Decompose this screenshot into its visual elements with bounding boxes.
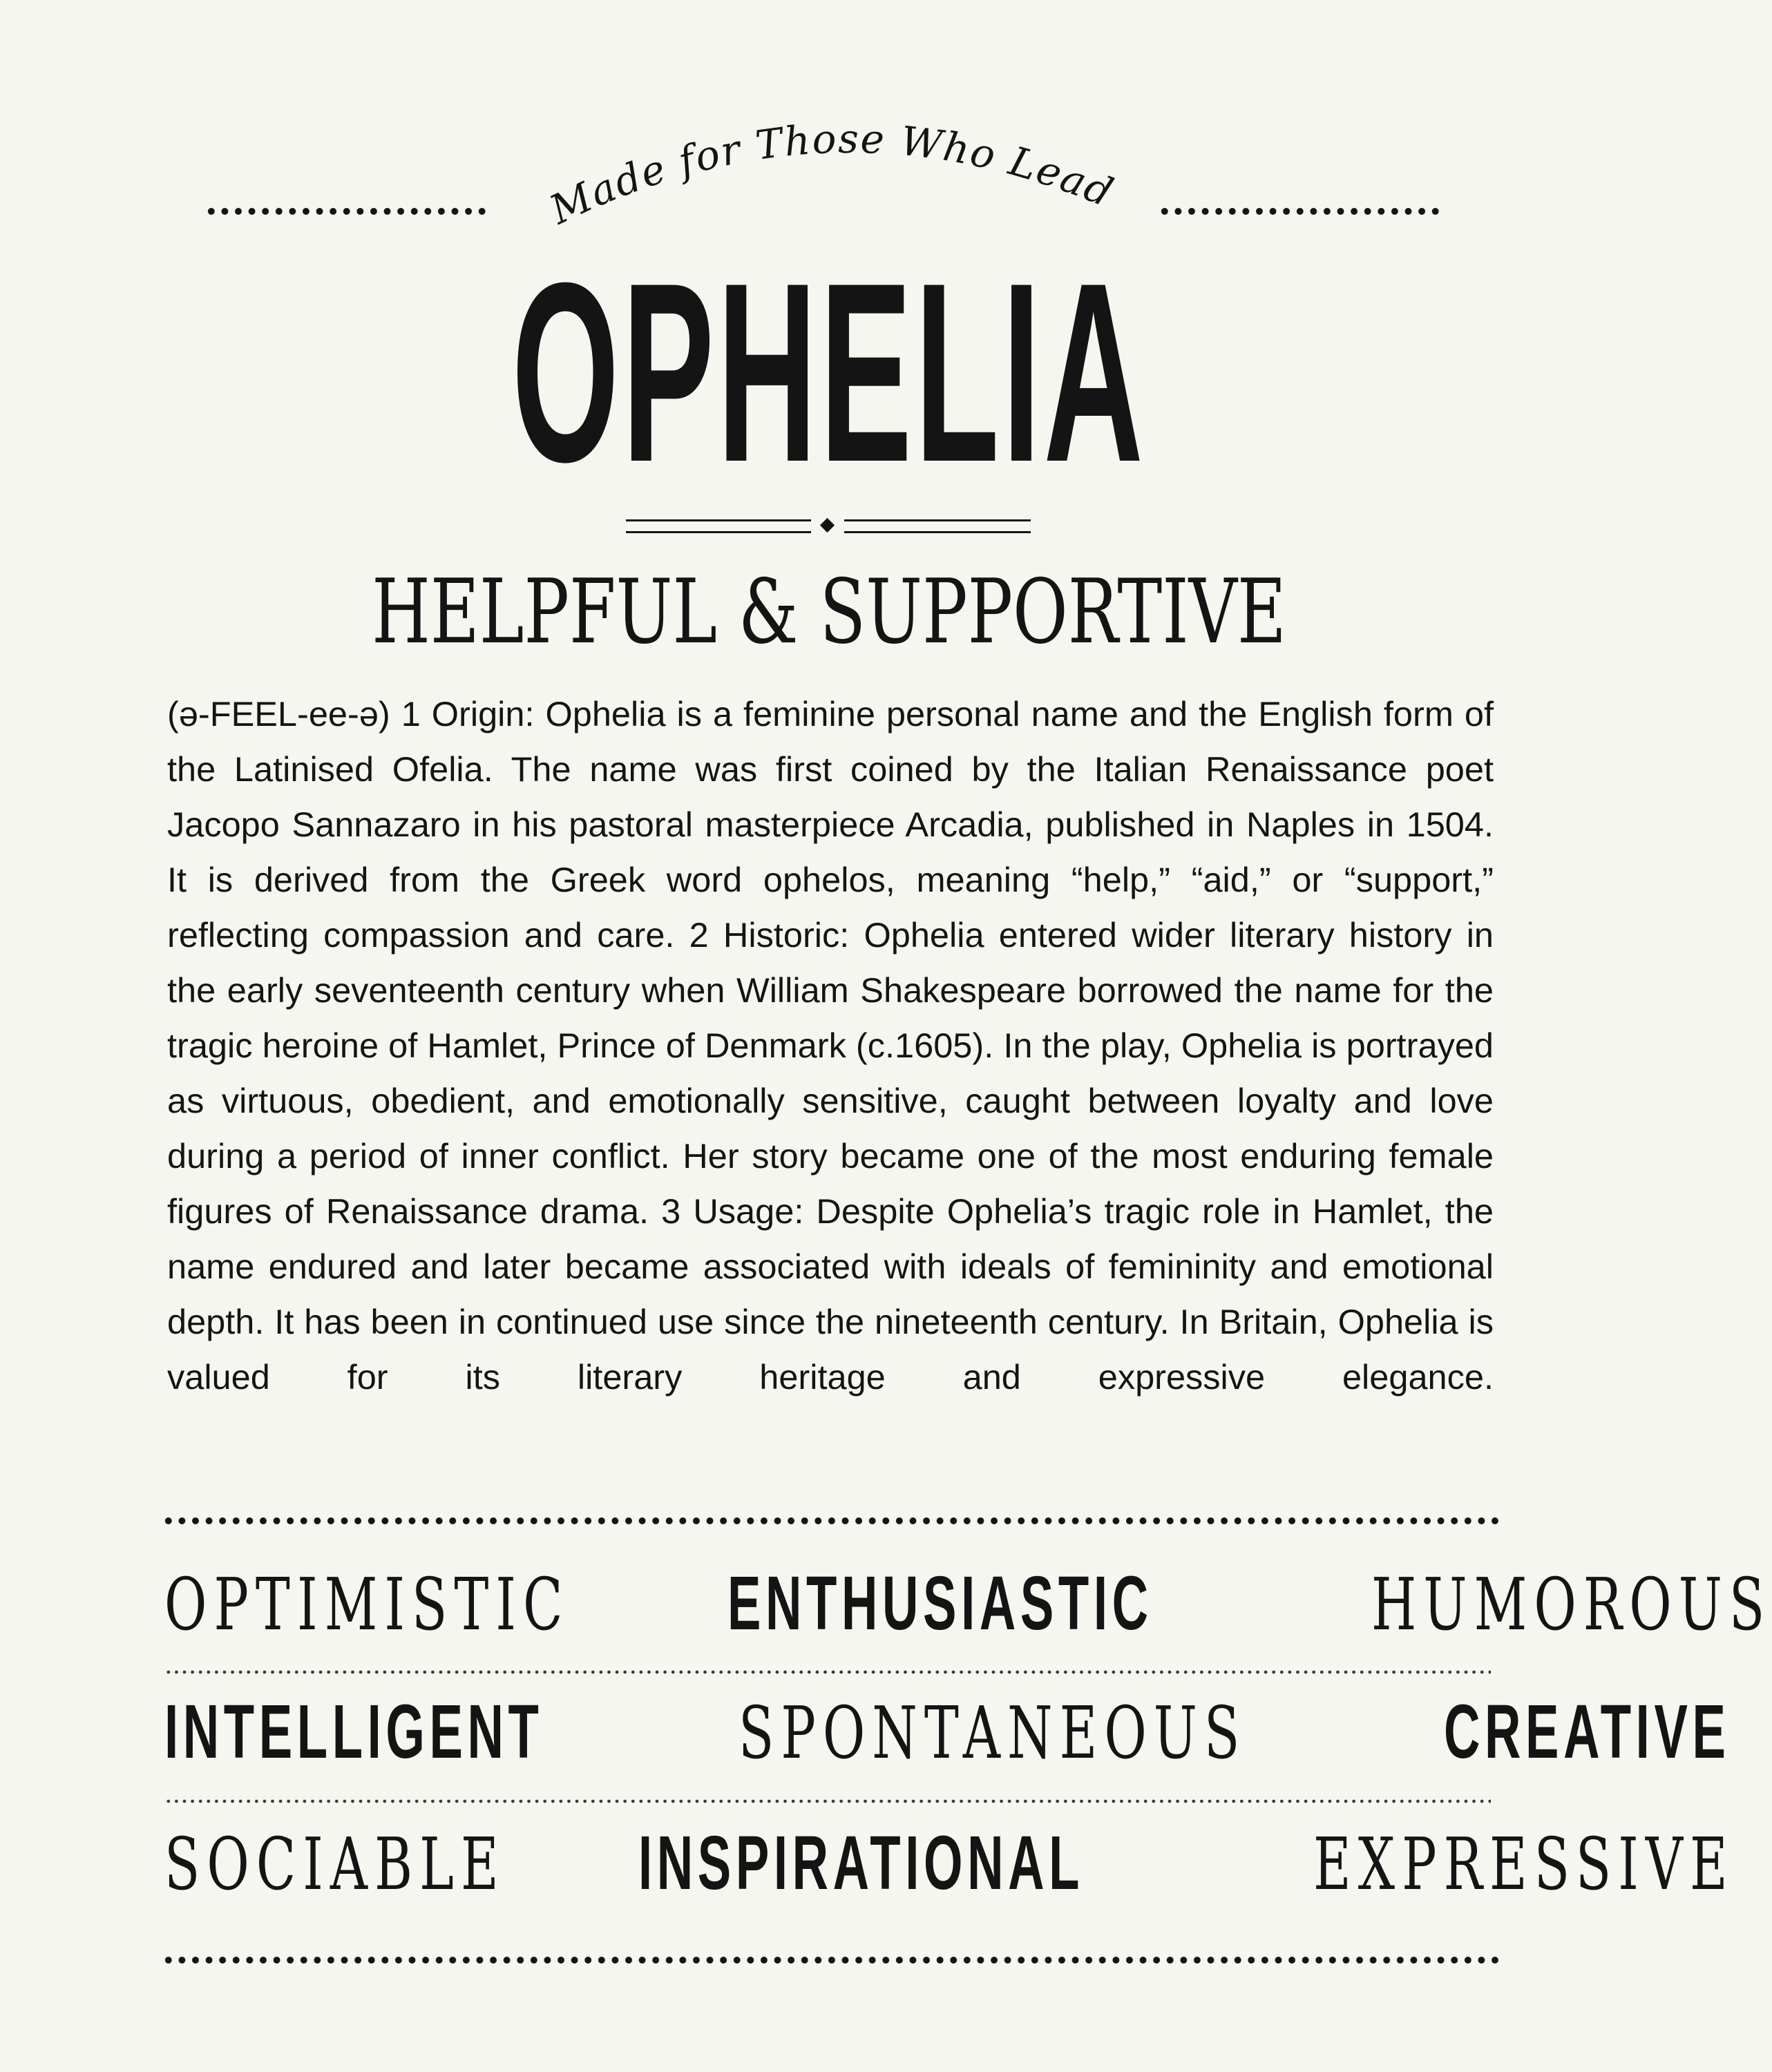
tagline-text: Made for Those Who Lead xyxy=(542,115,1121,233)
trait-word: HUMOROUS xyxy=(1371,1562,1772,1647)
name-title: OPHELIA xyxy=(511,230,1147,515)
name-description: (ə-FEEL-ee-ə) 1 Origin: Ophelia is a feminine personal name and the English form of the Latinised Ofelia. The name was first coined by the Italian Renaissance poet Jacopo Sannazaro in his pastoral masterpiece Arcadia, published in Naples in 1504. It is derived from the Greek word ophelos, meaning “help,” “aid,” or “support,” reflecting compassion and care. 2 Historic: Ophelia entered wider literary history in the early seventeenth century when William Shakespeare borrowed the name for the tragic heroine of Hamlet, Prince of Denmark (c.1605). In the play, Ophelia is portrayed as virtuous, obedient, and emotionally sensitive, caught between loyalty and love during a period of inner conflict. Her story became one of the most enduring female figures of Renaissance drama. 3 Usage: Despite Ophelia’s tragic role in Hamlet, the name endured and later became associated with ideals of femininity and emotional depth. It has been in continued use since the nineteenth century. In Britain, Ophelia is valued for its literary heritage and expressive elegance. xyxy=(167,694,1494,1397)
trait-word: EXPRESSIVE xyxy=(1313,1822,1735,1906)
trait-word: INTELLIGENT xyxy=(164,1689,544,1774)
top-right-dotted-rule xyxy=(1158,207,1444,215)
trait-word: ENTHUSIASTIC xyxy=(727,1561,1153,1646)
trait-word: SOCIABLE xyxy=(164,1822,506,1906)
traits-row-2 xyxy=(164,1688,1731,1776)
top-left-dotted-rule xyxy=(204,207,490,215)
traits-divider-2 xyxy=(164,1799,1491,1803)
trait-word: INSPIRATIONAL xyxy=(638,1821,1084,1906)
svg-text:Made for Those Who Lead xyxy=(542,115,1121,234)
traits-row-3 xyxy=(164,1819,1735,1907)
traits-row-1 xyxy=(164,1560,1772,1647)
traits-top-dotted-rule xyxy=(162,1517,1502,1525)
traits-divider-1 xyxy=(164,1670,1491,1674)
name-meaning: HELPFUL & SUPPORTIVE xyxy=(372,561,1286,664)
trait-word: CREATIVE xyxy=(1444,1689,1731,1774)
traits-bottom-dotted-rule xyxy=(162,1956,1502,1964)
trait-word: OPTIMISTIC xyxy=(164,1562,570,1647)
ornament-diamond-icon xyxy=(820,518,835,533)
trait-word: SPONTANEOUS xyxy=(739,1691,1247,1775)
ornament-left-rule xyxy=(626,519,811,533)
ornament-right-rule xyxy=(844,519,1031,533)
